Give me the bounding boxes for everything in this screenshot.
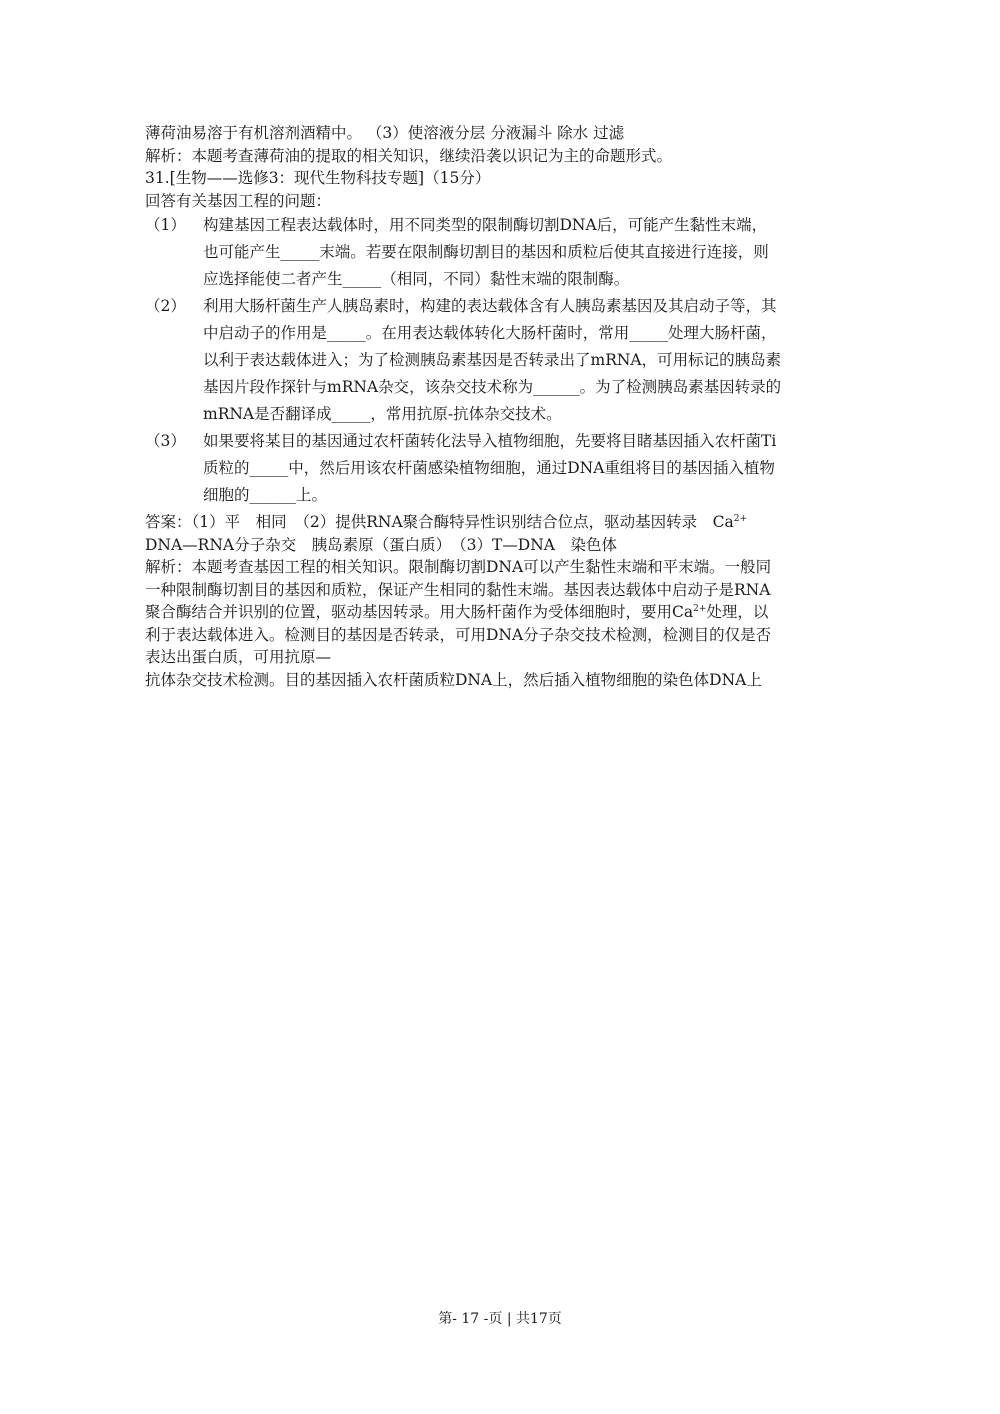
text-line: 细胞的______上。 [203,486,328,504]
text-line: 质粒的_____中，然后用该农杆菌感染植物细胞，通过DNA重组将目的基因插入植物 [203,459,775,477]
answer-text: 答案：（1）平 相同 （2）提供RNA聚合酶特异性识别结合位点，驱动基因转录 Ca [145,513,734,531]
page-footer: 第- 17 -页 | 共17页 [438,1311,562,1327]
text-line: 构建基因工程表达载体时，用不同类型的限制酶切割DNA后，可能产生黏性末端， [203,216,768,234]
analysis-line [145,601,860,624]
text-line: 解析：本题考查薄荷油的提取的相关知识，继续沿袭以识记为主的命题形式。 [145,146,673,165]
analysis-text: 处理，以 [706,603,769,621]
text-line: 中启动子的作用是_____。在用表达载体转化大肠杆菌时，常用_____处理大肠杆菌， [203,324,777,342]
document-body [145,122,860,691]
analysis-line: 解析：本题考查基因工程的相关知识。限制酶切割DNA可以产生黏性末端和平末端。一般同 [145,558,772,576]
analysis-line: 表达出蛋白质，可用抗原— [145,648,332,666]
sub-question-1 [145,212,860,293]
sub-question-3 [145,428,860,509]
text-line: 如果要将某目的基因通过农杆菌转化法导入植物细胞，先要将目睹基因插入农杆菌Ti [203,432,777,450]
answer-line: DNA—RNA分子杂交 胰岛素原（蛋白质） （3）T—DNA 染色体 [145,535,617,554]
sub-question-2 [145,293,860,428]
answer-line [145,511,860,534]
analysis-line: 一种限制酶切割目的基因和质粒，保证产生相同的黏性末端。基因表达载体中启动子是RNA [145,580,771,599]
superscript: 2+ [693,603,707,614]
sub-question-number: （1） [145,216,186,234]
sub-question-number: （2） [145,297,186,315]
question-heading: 31.[生物——选修3：现代生物科技专题]（15分） [145,169,491,187]
text-line: 应选择能使二者产生_____（相同，不同）黏性末端的限制酶。 [203,270,630,288]
sub-question-number: （3） [145,432,186,450]
text-line: mRNA是否翻译成_____，常用抗原-抗体杂交技术。 [203,405,562,423]
analysis-text: 聚合酶结合并识别的位置，驱动基因转录。用大肠杆菌作为受体细胞时，要用Ca [145,603,694,621]
analysis-line: 抗体杂交技术检测。目的基因插入农杆菌质粒DNA上，然后插入植物细胞的染色体DNA上 [145,670,762,689]
text-line: 也可能产生_____末端。若要在限制酶切割目的基因和质粒后使其直接进行连接，则 [203,243,769,261]
text-line: 薄荷油易溶于有机溶剂酒精中。 （3）使溶液分层 分液漏斗 除水 过滤 [145,124,625,142]
text-line: 以利于表达载体进入；为了检测胰岛素基因是否转录出了mRNA，可用标记的胰岛素 [203,351,782,369]
question-prompt: 回答有关基因工程的问题： [145,191,332,210]
text-line: 基因片段作探针与mRNA杂交，该杂交技术称为______。为了检测胰岛素基因转录的 [203,378,782,396]
analysis-line: 利于表达载体进入。检测目的基因是否转录，可用DNA分子杂交技术检测，检测目的仅是否 [145,625,772,644]
superscript: 2+ [733,513,748,524]
text-line: 利用大肠杆菌生产人胰岛素时，构建的表达载体含有人胰岛素基因及其启动子等，其 [203,297,777,315]
